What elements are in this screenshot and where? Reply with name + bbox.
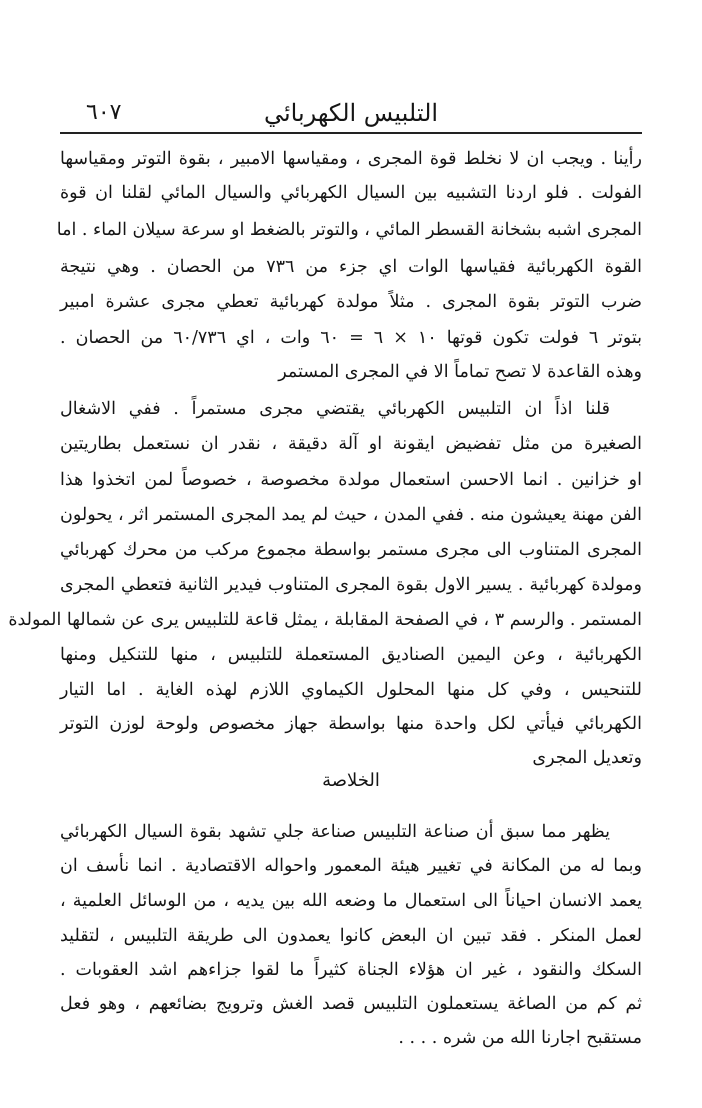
body-line: ومولدة كهربائية . يسير الاول بقوة المجرى المتناوب فيدير الثانية فتعطي المجرى [60, 575, 642, 595]
body-line: لعمل المنكر . فقد تبين ان البعض كانوا يعمدون الى طريقة التلبيس ، لتقليد [60, 926, 642, 946]
body-line: الكهربائي فيأتي لكل واحدة منها بواسطة جهاز مخصوص ولوحة لوزن التوتر [60, 714, 642, 734]
body-line: السكك والنقود ، غير ان هؤلاء الجناة كثيراً ما لقوا جزاءهم اشد العقوبات . [60, 960, 642, 980]
body-line: رأينا . ويجب ان لا نخلط قوة المجرى ، ومقياسها الامبير ، بقوة التوتر ومقياسها [60, 149, 642, 169]
body-line: المستمر . والرسم ٣ ، في الصفحة المقابلة ، يمثل قاعة للتلبيس يرى عن شمالها المولدة [8, 610, 642, 630]
body-line: الصغيرة من مثل تفضيض ايقونة او آلة دقيقة ، نقدر ان نستعمل بطاريتين [60, 434, 642, 454]
body-line: الفن مهنة يعيشون منه . ففي المدن ، حيث لم يمد المجرى المستمر اثر ، يحولون [60, 505, 642, 525]
body-line: الفولت . فلو اردنا التشبيه بين السيال الكهربائي والسيال المائي لقلنا ان قوة [60, 183, 642, 203]
body-line: القوة الكهربائية فقياسها الوات اي جزء من ٧٣٦ من الحصان . وهي نتيجة [60, 257, 642, 277]
body-line: وهذه القاعدة لا تصح تماماً الا في المجرى المستمر [278, 362, 642, 382]
body-line: الكهربائية ، وعن اليمين الصناديق المستعملة للتلبيس ، منها للتنكيل ومنها [60, 645, 642, 665]
body-line: للتنحيس ، وفي كل منها المحلول الكيماوي اللازم لهذه الغاية . اما التيار [60, 680, 642, 700]
body-line: مستقبح اجارنا الله من شره . . . . [398, 1028, 642, 1048]
body-line: المجرى اشبه بشخانة القسطر المائي ، والتوتر بالضغط او سرعة سيلان الماء . اما [56, 220, 642, 240]
body-line: قلنا اذاً ان التلبيس الكهربائي يقتضي مجرى مستمراً . ففي الاشغال [60, 399, 610, 419]
body-line: المجرى المتناوب الى مجرى مستمر بواسطة مجموع مركب من محرك كهربائي [60, 540, 642, 560]
body-line: او خزانين . انما الاحسن استعمال مولدة مخصوصة ، خصوصاً لمن اتخذوا هذا [60, 470, 642, 490]
body-line: يظهر مما سبق أن صناعة التلبيس صناعة جلي تشهد بقوة السيال الكهربائي [60, 822, 610, 842]
running-title: التلبيس الكهربائي [263, 99, 439, 127]
body-line: وبما له من المكانة في تغيير هيئة المعمور واحواله الاقتصادية . انما نأسف ان [60, 856, 642, 876]
body-line: ضرب التوتر بقوة المجرى . مثلاً مولدة كهربائية تعطي مجرى عشرة امبير [60, 292, 642, 312]
body-line: بتوتر ٦ فولت تكون قوتها ١٠ × ٦ = ٦٠ وات ، اي ٦٠/٧٣٦ من الحصان . [60, 328, 643, 348]
page-number: ٦٠٧ [86, 100, 122, 125]
section-heading: الخلاصة [322, 770, 380, 791]
page-header [60, 96, 642, 134]
body-line: وتعديل المجرى [532, 748, 642, 768]
body-line: ثم كم من الصاغة يستعملون التلبيس قصد الغش وترويج بضائعهم ، وهو فعل [60, 994, 642, 1014]
body-line: يعمد الانسان احياناً الى استعمال ما وضعه الله بين يديه ، من الوسائل العلمية ، [60, 891, 642, 911]
